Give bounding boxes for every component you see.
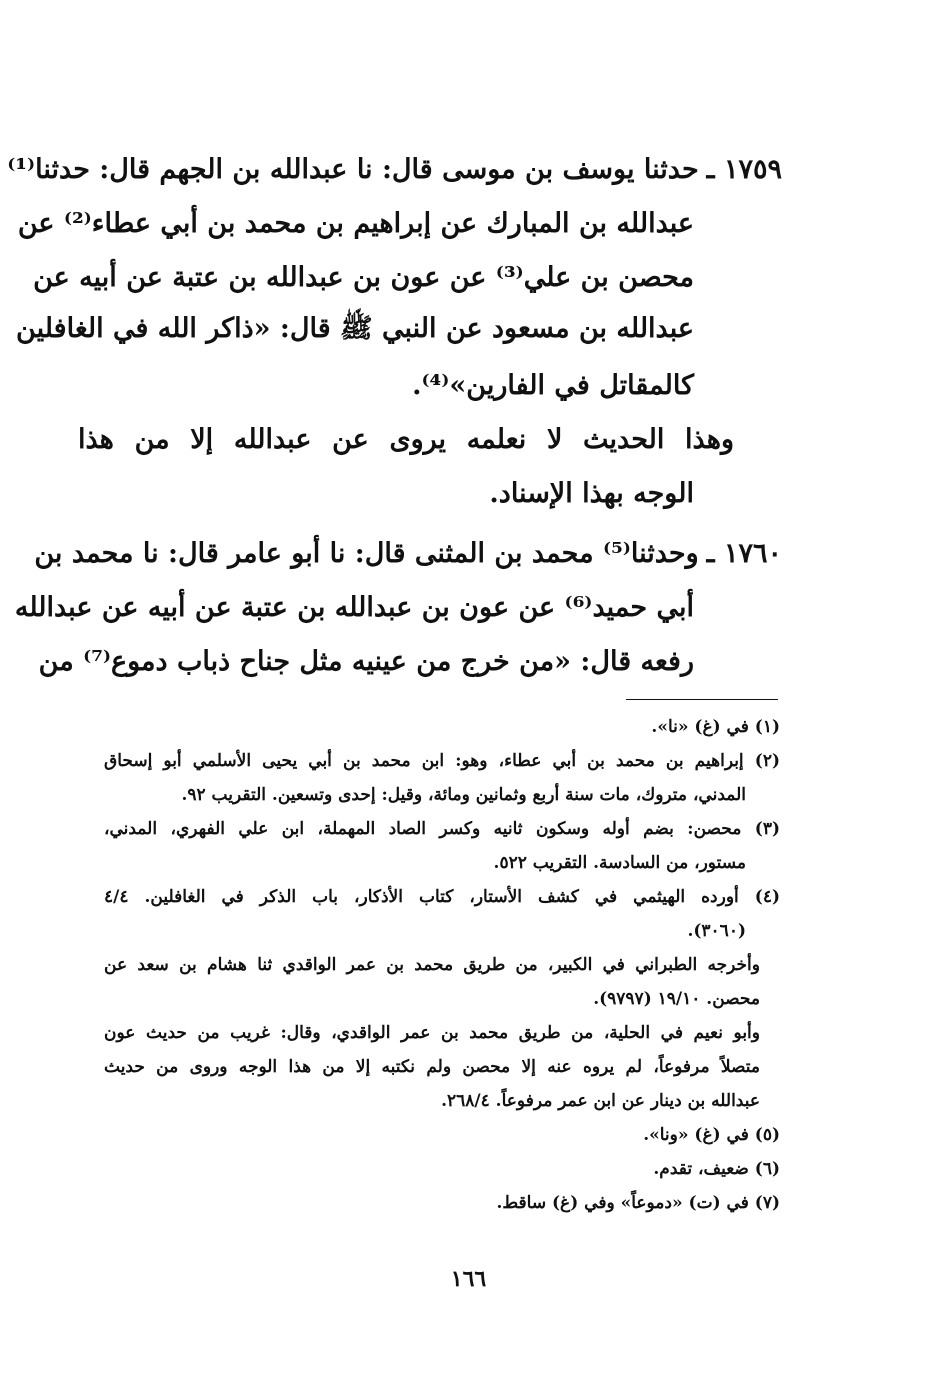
hadith-1760 bbox=[14, 526, 782, 688]
text-line-content: أبي حميد⁽⁶⁾ عن عون بن عبدالله بن عتبة عن أبيه عن عبدالله bbox=[14, 591, 694, 623]
footnote-text: (٤) أورده الهيثمي في كشف الأستار، كتاب الأذكار، باب الذكر في الغافلين. ٤/٤ bbox=[104, 887, 780, 907]
footnote-line bbox=[104, 846, 780, 880]
footnote-line bbox=[104, 948, 780, 982]
text-line-content: عبدالله بن مسعود عن النبي ﷺ قال: «ذاكر الله في الغافلين bbox=[16, 313, 694, 344]
text-line bbox=[38, 634, 782, 688]
text-line-content: عبدالله بن المبارك عن إبراهيم بن محمد بن أبي عطاء⁽²⁾ عن bbox=[17, 207, 694, 239]
footnote-line bbox=[104, 812, 780, 846]
footnote-text: المدني، متروك، مات سنة أربع وثمانين ومائة، وقيل: إحدى وتسعين. التقريب ٩٢. bbox=[181, 785, 746, 805]
footnote-text: (٧) في (ت) «دموعاً» وفي (غ) ساقط. bbox=[496, 1193, 780, 1213]
text-line bbox=[7, 142, 782, 196]
hadith-number: ١٧٥٩ ـ bbox=[706, 153, 782, 185]
comment-line: وهذا الحديث لا نعلمه يروى عن عبدالله إلا من هذا bbox=[78, 423, 734, 455]
footnote-line bbox=[104, 982, 780, 1016]
text-line bbox=[78, 412, 782, 466]
text-line bbox=[16, 304, 782, 358]
footnote-text: (١) في (غ) «نا». bbox=[651, 717, 780, 737]
text-line-content: رفعه قال: «من خرج من عينيه مثل جناح ذباب دموع⁽⁷⁾ من bbox=[38, 645, 694, 677]
footnote-line bbox=[104, 1152, 780, 1186]
hadith-number: ١٧٦٠ ـ bbox=[706, 537, 782, 569]
footnote-text: (٢) إبراهيم بن محمد بن أبي عطاء، وهو: ابن محمد بن أبي يحيى الأسلمي أبو إسحاق bbox=[104, 751, 780, 771]
text-line-content: وحدثنا⁽⁵⁾ محمد بن المثنى قال: نا أبو عامر قال: نا محمد بن bbox=[34, 537, 699, 569]
footnote-line bbox=[104, 1016, 780, 1050]
footnote-line bbox=[104, 914, 780, 948]
text-line bbox=[34, 526, 782, 580]
footnotes bbox=[104, 710, 780, 1220]
footnote-text: عبدالله بن دينار عن ابن عمر مرفوعاً. ٢٦٨/٤. bbox=[441, 1091, 760, 1111]
text-line bbox=[17, 196, 782, 250]
text-line-content: حدثنا يوسف بن موسى قال: نا عبدالله بن الجهم قال: حدثنا⁽¹⁾ bbox=[7, 153, 699, 185]
comment-line: الوجه بهذا الإسناد. bbox=[489, 477, 694, 509]
footnote-text: محصن. ١٩/١٠ (٩٧٩٧). bbox=[593, 989, 760, 1009]
text-line bbox=[78, 358, 782, 412]
footnote-line bbox=[104, 1186, 780, 1220]
footnote-text: (٥) في (غ) «ونا». bbox=[643, 1125, 780, 1145]
footnote-separator bbox=[626, 699, 778, 700]
footnote-text: (٣) محصن: بضم أوله وسكون ثانيه وكسر الصاد المهملة، ابن علي الفهري، المدني، bbox=[104, 819, 780, 839]
footnote-text: وأخرجه الطبراني في الكبير، من طريق محمد بن عمر الواقدي ثنا هشام بن سعد عن bbox=[104, 955, 760, 975]
footnote-line bbox=[104, 710, 780, 744]
footnote-line bbox=[104, 880, 780, 914]
footnote-line bbox=[104, 744, 780, 778]
footnote-text: (٣٠٦٠). bbox=[687, 921, 746, 941]
footnote-text: مستور، من السادسة. التقريب ٥٢٢. bbox=[493, 853, 746, 873]
footnote-text: (٦) ضعيف، تقدم. bbox=[653, 1159, 780, 1179]
text-line bbox=[14, 580, 782, 634]
footnote-line bbox=[104, 1050, 780, 1084]
footnote-line bbox=[104, 1118, 780, 1152]
text-line-content: كالمقاتل في الفارين»⁽⁴⁾. bbox=[412, 369, 694, 401]
footnote-text: وأبو نعيم في الحلية، من طريق محمد بن عمر الواقدي، وقال: غريب من حديث عون bbox=[104, 1023, 760, 1043]
text-line bbox=[33, 250, 782, 304]
hadith-1759 bbox=[7, 142, 782, 520]
main-text bbox=[7, 142, 782, 688]
text-line bbox=[78, 466, 782, 520]
footnote-line bbox=[104, 1084, 780, 1118]
footnote-line bbox=[104, 778, 780, 812]
footnote-text: متصلاً مرفوعاً، لم يروه عنه إلا محصن ولم نكتبه إلا من هذا الوجه وروى من حديث bbox=[104, 1057, 760, 1077]
page-number: ١٦٦ bbox=[450, 1266, 487, 1292]
text-line-content: محصن بن علي⁽³⁾ عن عون بن عبدالله بن عتبة عن أبيه عن bbox=[33, 261, 694, 293]
